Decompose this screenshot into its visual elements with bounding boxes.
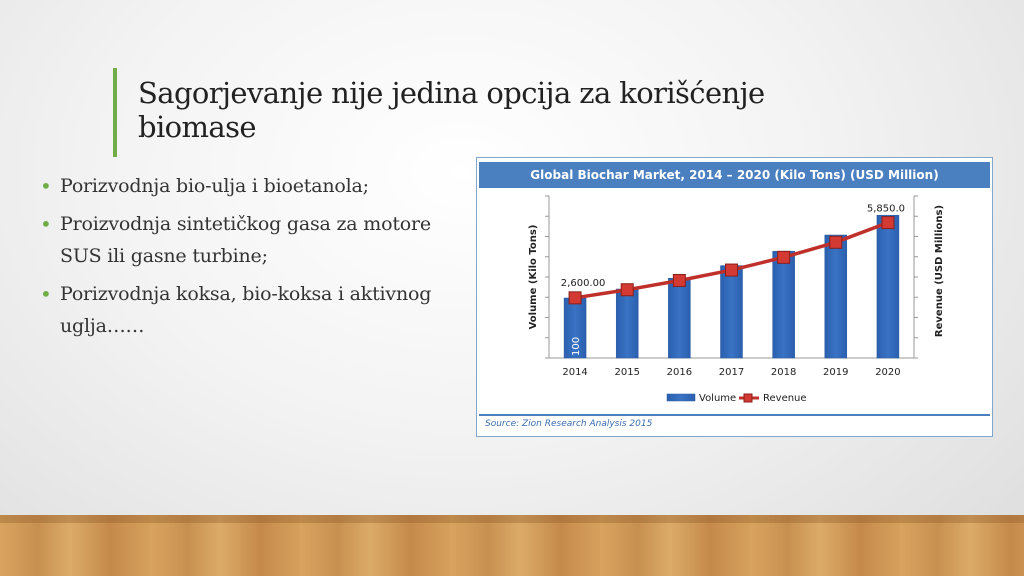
x-tick-label: 2015 (614, 367, 640, 378)
x-tick-label: 2017 (718, 367, 745, 378)
bullet-dot-icon: • (40, 282, 52, 306)
revenue-marker (673, 274, 685, 286)
slide-title: Sagorjevanje nije jedina opcija za korišćenje biomase (138, 76, 765, 144)
y-axis-label-left: Volume (Kilo Tons) (528, 224, 539, 330)
legend-volume-swatch (667, 394, 695, 401)
bullet-list (40, 170, 460, 348)
volume-bar (721, 266, 743, 358)
x-tick-label: 2018 (770, 367, 797, 378)
bullet-item (40, 278, 460, 342)
revenue-marker (882, 217, 894, 229)
x-tick-label: 2014 (562, 367, 588, 378)
bullet-item (40, 208, 460, 272)
x-tick-label: 2019 (823, 367, 849, 378)
volume-bar (825, 235, 847, 358)
revenue-marker (569, 292, 581, 304)
volume-bar (616, 289, 638, 358)
revenue-data-label-last: 5,850.0 (866, 203, 906, 215)
revenue-data-label-first: 2,600.00 (560, 277, 606, 289)
x-tick-label: 2016 (666, 367, 693, 378)
volume-bar (773, 251, 795, 358)
legend-volume-label: Volume (699, 393, 737, 404)
legend-revenue-marker (744, 394, 752, 402)
chart-title: Global Biochar Market, 2014 – 2020 (Kilo Tons) (USD Million) (479, 162, 990, 188)
bullet-dot-icon: • (40, 212, 52, 236)
x-tick-label: 2020 (875, 367, 901, 378)
title-accent-bar (113, 68, 117, 157)
bullet-text: Porizvodnja koksa, bio-koksa i aktivnog uglja…… (60, 283, 432, 337)
chart-panel (476, 157, 993, 437)
volume-bar (668, 278, 690, 358)
revenue-marker (778, 251, 790, 263)
bullet-text: Porizvodnja bio-ulja i bioetanola; (60, 175, 369, 197)
bullet-dot-icon: • (40, 174, 52, 198)
chart-source: Source: Zion Research Analysis 2015 (479, 414, 990, 434)
bullet-text: Proizvodnja sintetičkog gasa za motore SUS ili gasne turbine; (60, 213, 431, 267)
biochar-chart (477, 188, 992, 414)
revenue-marker (621, 284, 633, 296)
revenue-marker (830, 236, 842, 248)
legend-revenue-label: Revenue (763, 393, 807, 404)
revenue-marker (726, 264, 738, 276)
volume-bar (877, 215, 899, 358)
bar-data-label: 100 (571, 336, 583, 356)
floor-shadow (0, 515, 1024, 523)
bullet-item (40, 170, 460, 202)
wood-floor (0, 515, 1024, 576)
y-axis-label-right: Revenue (USD Millions) (934, 204, 945, 338)
